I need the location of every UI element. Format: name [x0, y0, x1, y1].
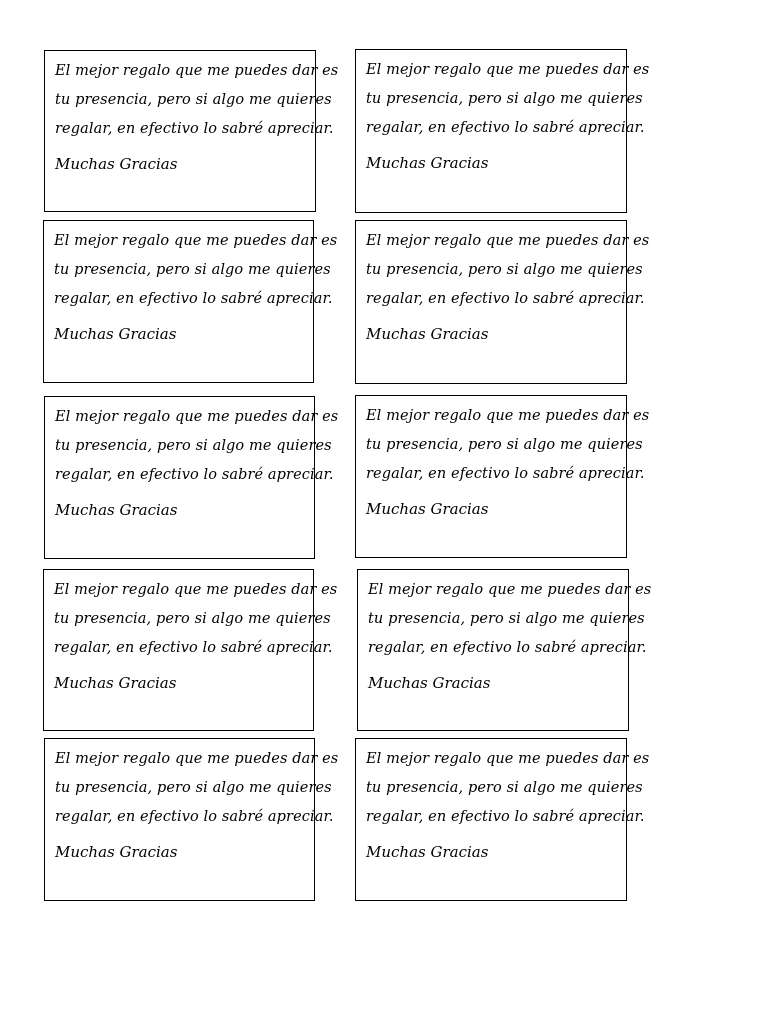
card-text-line: regalar, en efectivo lo sabré apreciar.	[54, 291, 333, 307]
gift-note-card	[355, 49, 650, 213]
card-text-line: tu presencia, pero si algo me quieres	[366, 262, 643, 278]
card-signature: Muchas Gracias	[368, 674, 491, 692]
card-text-line: tu presencia, pero si algo me quieres	[366, 780, 643, 796]
gift-note-card	[355, 220, 650, 384]
card-text-line: El mejor regalo que me puedes dar es	[366, 408, 650, 424]
card-text-line: tu presencia, pero si algo me quieres	[55, 780, 332, 796]
card-signature: Muchas Gracias	[366, 843, 489, 861]
card-text-line: regalar, en efectivo lo sabré apreciar.	[366, 466, 645, 482]
card-text-line: regalar, en efectivo lo sabré apreciar.	[366, 120, 645, 136]
card-text-line: El mejor regalo que me puedes dar es	[55, 409, 339, 425]
card-text-line: regalar, en efectivo lo sabré apreciar.	[366, 291, 645, 307]
card-text-line: tu presencia, pero si algo me quieres	[55, 438, 332, 454]
gift-note-card	[44, 738, 339, 901]
card-text-line: El mejor regalo que me puedes dar es	[55, 751, 339, 767]
card-signature: Muchas Gracias	[366, 500, 489, 518]
card-text-line: tu presencia, pero si algo me quieres	[55, 92, 332, 108]
card-signature: Muchas Gracias	[54, 674, 177, 692]
gift-note-card	[43, 220, 338, 383]
card-text-line: regalar, en efectivo lo sabré apreciar.	[55, 121, 334, 137]
card-text-line: El mejor regalo que me puedes dar es	[366, 751, 650, 767]
gift-note-card	[357, 569, 652, 731]
card-signature: Muchas Gracias	[366, 325, 489, 343]
card-signature: Muchas Gracias	[55, 155, 178, 173]
gift-note-card	[44, 50, 339, 212]
card-text-line: El mejor regalo que me puedes dar es	[55, 63, 339, 79]
card-signature: Muchas Gracias	[366, 154, 489, 172]
card-text-line: regalar, en efectivo lo sabré apreciar.	[55, 809, 334, 825]
card-text-line: regalar, en efectivo lo sabré apreciar.	[54, 640, 333, 656]
card-signature: Muchas Gracias	[55, 843, 178, 861]
card-signature: Muchas Gracias	[55, 501, 178, 519]
card-text-line: regalar, en efectivo lo sabré apreciar.	[55, 467, 334, 483]
card-text-line: tu presencia, pero si algo me quieres	[368, 611, 645, 627]
gift-note-card	[355, 395, 650, 558]
card-signature: Muchas Gracias	[54, 325, 177, 343]
card-text-line: El mejor regalo que me puedes dar es	[368, 582, 652, 598]
card-text-line: regalar, en efectivo lo sabré apreciar.	[368, 640, 647, 656]
card-text-line: El mejor regalo que me puedes dar es	[54, 582, 338, 598]
card-text-line: El mejor regalo que me puedes dar es	[366, 233, 650, 249]
gift-note-card	[355, 738, 650, 901]
card-text-line: El mejor regalo que me puedes dar es	[54, 233, 338, 249]
card-text-line: tu presencia, pero si algo me quieres	[54, 611, 331, 627]
gift-note-card	[44, 396, 339, 559]
card-text-line: regalar, en efectivo lo sabré apreciar.	[366, 809, 645, 825]
card-text-line: tu presencia, pero si algo me quieres	[366, 437, 643, 453]
card-text-line: tu presencia, pero si algo me quieres	[54, 262, 331, 278]
card-text-line: El mejor regalo que me puedes dar es	[366, 62, 650, 78]
card-text-line: tu presencia, pero si algo me quieres	[366, 91, 643, 107]
gift-note-card	[43, 569, 338, 731]
